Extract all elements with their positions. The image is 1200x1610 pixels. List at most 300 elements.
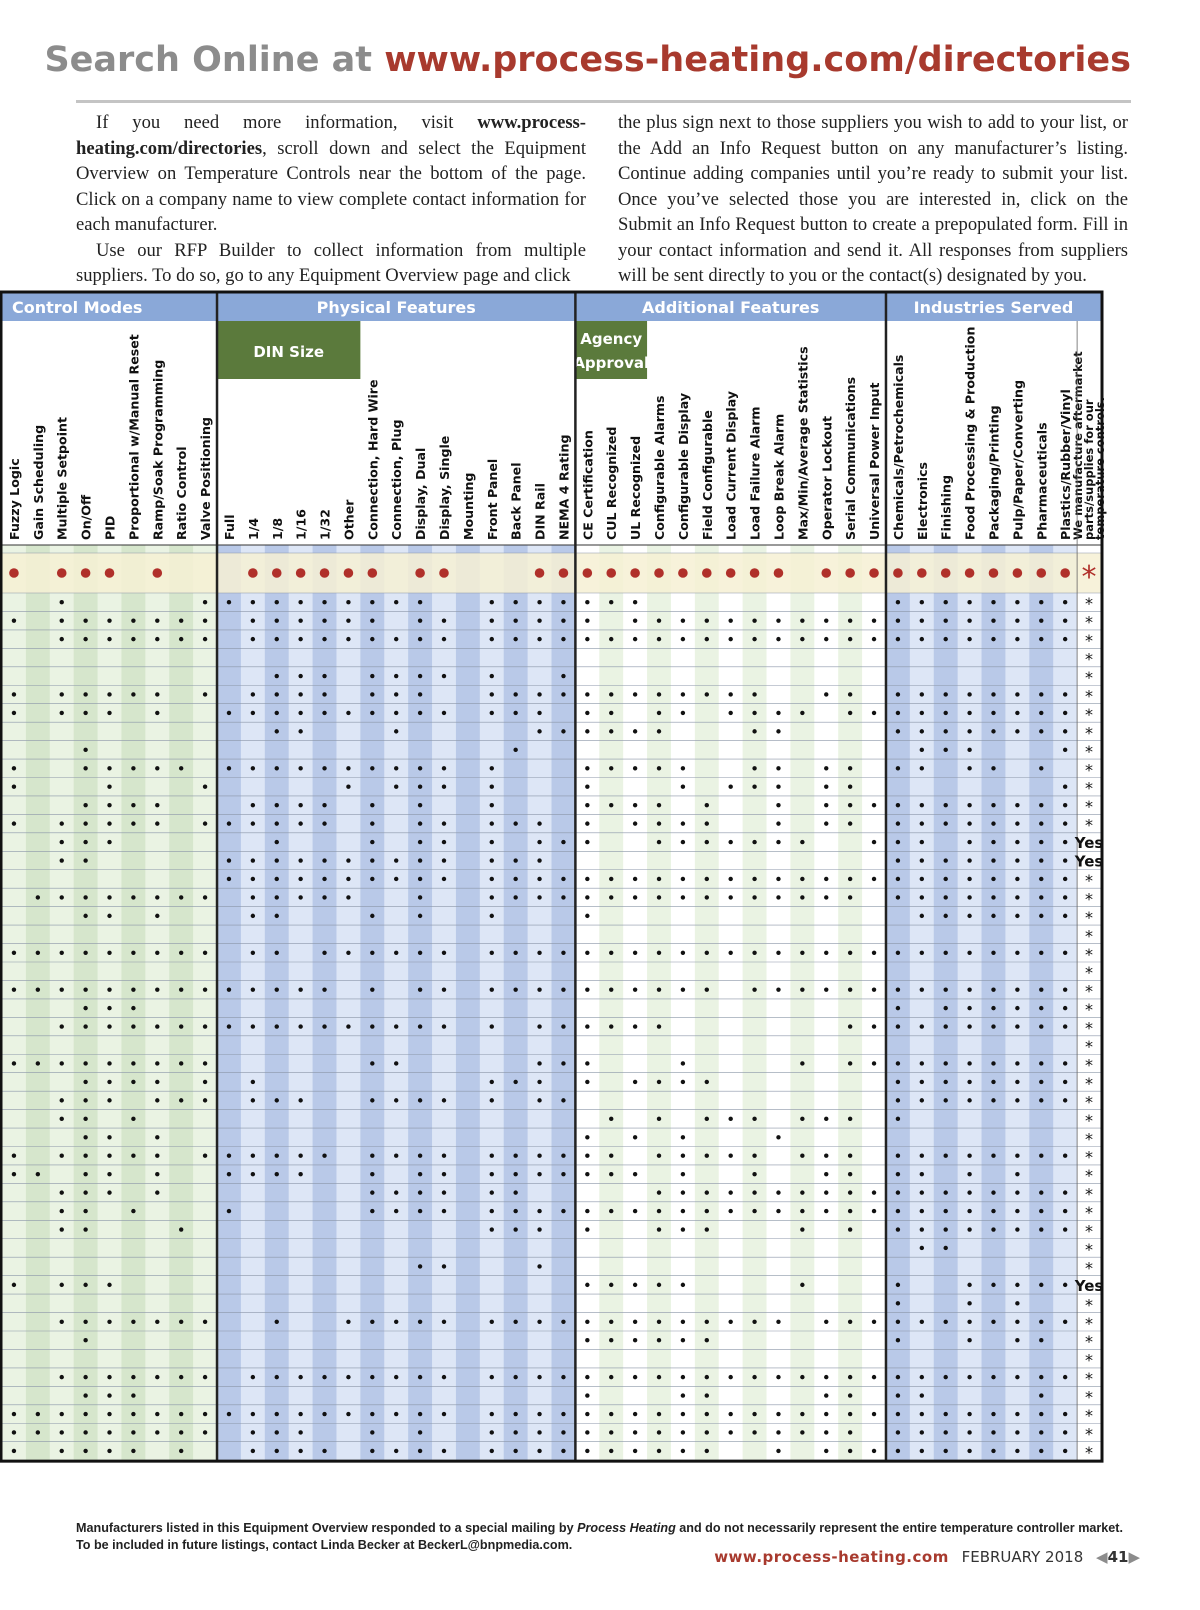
row-dot [824,1320,828,1324]
row-dot [442,618,446,622]
row-dot [967,1283,971,1287]
row-dot [1063,987,1067,991]
legend-dot [368,568,378,578]
row-dot [896,951,900,955]
row-dot [418,711,422,715]
row-dot [83,1449,87,1453]
row-dot [991,840,995,844]
row-dot [346,1320,350,1324]
row-dot [394,1449,398,1453]
row-dot [131,1024,135,1028]
row-dot [537,1024,541,1028]
row-dot [275,895,279,899]
row-dot [1015,951,1019,955]
row-dot [848,1393,852,1397]
legend-dot [678,568,688,578]
row-dot [322,858,326,862]
row-dot [179,766,183,770]
row-dot [275,1412,279,1416]
row-dot [967,1190,971,1194]
row-dot [418,877,422,881]
row-dot [585,1227,589,1231]
row-dot [561,1154,565,1158]
row-dot [1063,895,1067,899]
row-dot [944,858,948,862]
row-dot [1039,840,1043,844]
row-dot [848,1320,852,1324]
row-dot [418,692,422,696]
row-dot [442,766,446,770]
row-dot [107,987,111,991]
row-dot [394,1024,398,1028]
row-dot [394,729,398,733]
row-dot [1039,1430,1043,1434]
row-dot [896,1320,900,1324]
row-dot [251,600,255,604]
row-dot [944,951,948,955]
legend-dot [583,568,593,578]
row-dot [370,803,374,807]
row-dot [633,618,637,622]
row-dot [967,877,971,881]
row-dot [83,748,87,752]
row-dot [227,711,231,715]
row-dot [1015,1172,1019,1176]
row-dot [1039,1375,1043,1379]
row-dot [179,1024,183,1028]
row-dot [824,1375,828,1379]
row-dot [490,1227,494,1231]
row-aftermarket-value: * [1085,778,1094,798]
row-dot [991,1190,995,1194]
column-header: Fuzzy Logic [6,458,22,540]
row-dot [346,600,350,604]
row-dot [896,1117,900,1121]
row-dot [585,711,589,715]
row-dot [991,600,995,604]
row-dot [36,951,40,955]
row-dot [131,1080,135,1084]
column-stripe [456,545,480,1460]
row-dot [370,951,374,955]
row-dot [442,821,446,825]
row-dot [967,1154,971,1158]
row-dot [752,729,756,733]
row-dot [920,987,924,991]
row-dot [60,1117,64,1121]
column-header: CUL Recognized [604,426,620,540]
row-dot [275,1024,279,1028]
row-dot [752,711,756,715]
row-dot [60,1430,64,1434]
row-dot [967,1430,971,1434]
row-dot [12,987,16,991]
row-dot [107,1283,111,1287]
row-dot [991,803,995,807]
row-dot [1039,729,1043,733]
table-row [1085,1351,1093,1370]
row-dot [967,1098,971,1102]
row-dot [1039,1412,1043,1416]
group-header-label: Physical Features [316,298,476,317]
row-dot [107,840,111,844]
row-dot [967,987,971,991]
din-size-label: DIN Size [253,343,325,361]
row-dot [370,1024,374,1028]
row-dot [298,877,302,881]
row-dot [418,600,422,604]
row-aftermarket-value: * [1085,1387,1094,1407]
legend-dot [535,568,545,578]
row-aftermarket-value: * [1085,1332,1094,1352]
row-dot [227,1154,231,1158]
row-dot [227,877,231,881]
row-dot [657,1209,661,1213]
row-dot [585,618,589,622]
column-stripe [289,545,313,1460]
legend-dot [989,568,999,578]
row-dot [920,821,924,825]
row-dot [131,1412,135,1416]
row-dot [585,637,589,641]
row-dot [1063,1320,1067,1324]
row-dot [561,692,565,696]
row-dot [752,1190,756,1194]
row-dot [991,766,995,770]
row-dot [1015,1024,1019,1028]
row-aftermarket-value: * [1085,1258,1094,1278]
row-dot [298,1154,302,1158]
row-dot [896,1190,900,1194]
row-dot [848,618,852,622]
row-dot [1063,1098,1067,1102]
row-aftermarket-value: * [1085,1203,1094,1223]
row-dot [633,1449,637,1453]
column-stripe [26,545,50,1460]
row-dot [275,1320,279,1324]
row-dot [537,692,541,696]
row-dot [561,1209,565,1213]
row-dot [967,1024,971,1028]
row-dot [131,637,135,641]
row-aftermarket-value: * [1085,1221,1094,1241]
legend-dot [81,568,91,578]
row-dot [991,692,995,696]
row-dot [275,1430,279,1434]
row-dot [896,1006,900,1010]
row-aftermarket-value: * [1085,1406,1094,1426]
row-dot [298,600,302,604]
row-dot [155,951,159,955]
row-dot [1039,692,1043,696]
row-dot [967,803,971,807]
row-dot [824,1449,828,1453]
row-dot [633,1024,637,1028]
row-aftermarket-value: * [1085,1000,1094,1020]
row-dot [967,748,971,752]
row-dot [490,1209,494,1213]
column-header: DIN Rail [532,483,548,540]
row-dot [155,1412,159,1416]
row-dot [418,1412,422,1416]
row-dot [657,1375,661,1379]
row-dot [537,1227,541,1231]
row-dot [800,1227,804,1231]
table-row [1085,926,1093,945]
row-dot [155,637,159,641]
row-dot [322,821,326,825]
directories-url[interactable]: www.process-heating.com/directories [384,40,1131,80]
row-dot [537,1264,541,1268]
row-dot [728,1154,732,1158]
row-dot [728,895,732,899]
legend-dot [893,568,903,578]
row-dot [776,1209,780,1213]
row-dot [1039,858,1043,862]
row-dot [1015,1375,1019,1379]
row-dot [561,987,565,991]
row-dot [896,729,900,733]
row-dot [896,1449,900,1453]
row-dot [896,1227,900,1231]
group-header-label: Control Modes [12,298,143,317]
row-dot [657,987,661,991]
publication-name: Process Heating [577,1521,676,1535]
row-aftermarket-value: * [1085,631,1094,651]
row-dot [752,1172,756,1176]
row-dot [561,840,565,844]
row-dot [12,1172,16,1176]
row-dot [179,1449,183,1453]
row-dot [60,951,64,955]
footer-site[interactable]: www.process-heating.com [714,1548,949,1566]
row-aftermarket-value: * [1085,649,1094,669]
row-dot [991,1098,995,1102]
row-dot [394,877,398,881]
row-dot [1015,987,1019,991]
row-dot [944,1024,948,1028]
row-dot [513,1190,517,1194]
row-dot [251,1172,255,1176]
row-dot [561,1172,565,1176]
row-dot [346,637,350,641]
row-aftermarket-value: * [1085,668,1094,688]
row-dot [1039,766,1043,770]
row-dot [752,692,756,696]
row-dot [657,711,661,715]
row-dot [131,1375,135,1379]
row-dot [370,600,374,604]
row-dot [83,1172,87,1176]
column-header: Chemicals/Petrochemicals [890,354,906,540]
row-dot [1015,821,1019,825]
row-dot [896,895,900,899]
row-aftermarket-value: * [1085,1129,1094,1149]
row-dot [346,895,350,899]
row-dot [513,748,517,752]
row-dot [609,1172,613,1176]
row-dot [776,1190,780,1194]
row-dot [872,987,876,991]
row-dot [251,1412,255,1416]
row-dot [967,1172,971,1176]
row-dot [896,600,900,604]
row-dot [490,1412,494,1416]
row-dot [752,1412,756,1416]
row-dot [800,840,804,844]
row-dot [12,1430,16,1434]
row-dot [848,766,852,770]
column-header: Plastics/Rubber/Vinyl [1058,389,1074,540]
legend-dot [344,568,354,578]
row-dot [991,1209,995,1213]
row-dot [896,1098,900,1102]
row-dot [896,1430,900,1434]
row-dot [394,1190,398,1194]
row-dot [394,1209,398,1213]
row-dot [681,1449,685,1453]
row-dot [513,600,517,604]
row-dot [705,637,709,641]
row-dot [490,1154,494,1158]
row-aftermarket-value: * [1085,612,1094,632]
row-dot [490,600,494,604]
row-dot [657,766,661,770]
row-dot [12,821,16,825]
row-dot [537,618,541,622]
legend-dot [1013,568,1023,578]
row-dot [346,785,350,789]
row-dot [537,840,541,844]
row-dot [83,821,87,825]
row-dot [60,1375,64,1379]
row-dot [991,729,995,733]
row-dot [991,1449,995,1453]
column-header: 1/4 [245,517,261,540]
row-dot [848,877,852,881]
row-dot [12,785,16,789]
row-dot [155,895,159,899]
row-dot [920,692,924,696]
row-dot [967,895,971,899]
row-dot [633,1412,637,1416]
row-dot [418,1098,422,1102]
row-dot [633,729,637,733]
row-dot [609,766,613,770]
row-dot [920,1412,924,1416]
row-dot [633,803,637,807]
row-dot [824,895,828,899]
row-dot [12,1154,16,1158]
row-dot [298,618,302,622]
row-dot [967,858,971,862]
column-header: 1/32 [317,509,333,540]
row-dot [155,1061,159,1065]
column-header: UL Recognized [628,435,644,540]
row-dot [107,1024,111,1028]
row-dot [896,637,900,641]
row-dot [967,600,971,604]
row-dot [728,785,732,789]
row-dot [131,1393,135,1397]
row-dot [203,785,207,789]
row-dot [346,877,350,881]
row-dot [991,1375,995,1379]
row-dot [1039,821,1043,825]
row-aftermarket-value: * [1085,1350,1094,1370]
row-dot [824,803,828,807]
intro-text: If you need more information, visit [96,112,478,133]
row-dot [657,877,661,881]
row-dot [131,1006,135,1010]
row-dot [991,618,995,622]
row-dot [657,692,661,696]
row-dot [657,1283,661,1287]
row-dot [83,1375,87,1379]
row-dot [824,1172,828,1176]
row-dot [203,1061,207,1065]
row-dot [633,1172,637,1176]
intro-link[interactable]: www.process-heating.com/directories [76,112,586,159]
row-dot [585,766,589,770]
row-dot [322,1412,326,1416]
row-aftermarket-value: * [1085,907,1094,927]
row-dot [513,1172,517,1176]
row-dot [442,987,446,991]
row-dot [298,637,302,641]
row-dot [179,1412,183,1416]
row-dot [944,711,948,715]
row-aftermarket-value: * [1085,760,1094,780]
column-header: 1/8 [269,517,285,540]
row-dot [991,877,995,881]
row-dot [298,692,302,696]
row-dot [1039,1080,1043,1084]
row-dot [920,1375,924,1379]
row-dot [657,1190,661,1194]
row-dot [1039,1190,1043,1194]
row-dot [967,1227,971,1231]
row-dot [967,1375,971,1379]
row-dot [657,1024,661,1028]
legend-dot [415,568,425,578]
row-dot [394,637,398,641]
row-dot [1039,914,1043,918]
row-dot [60,1154,64,1158]
row-dot [585,987,589,991]
row-dot [490,803,494,807]
row-dot [418,895,422,899]
row-dot [131,1320,135,1324]
row-dot [442,858,446,862]
row-dot [705,1190,709,1194]
row-dot [394,766,398,770]
row-dot [585,803,589,807]
row-dot [824,692,828,696]
row-dot [275,987,279,991]
row-dot [322,1449,326,1453]
row-dot [585,1154,589,1158]
prev-arrow-icon: ◀ [1096,1548,1108,1566]
row-dot [728,840,732,844]
row-dot [1039,1393,1043,1397]
group-header-label: Additional Features [641,298,820,317]
row-dot [1063,1061,1067,1065]
row-dot [1039,711,1043,715]
row-dot [967,692,971,696]
row-dot [920,877,924,881]
row-dot [275,600,279,604]
